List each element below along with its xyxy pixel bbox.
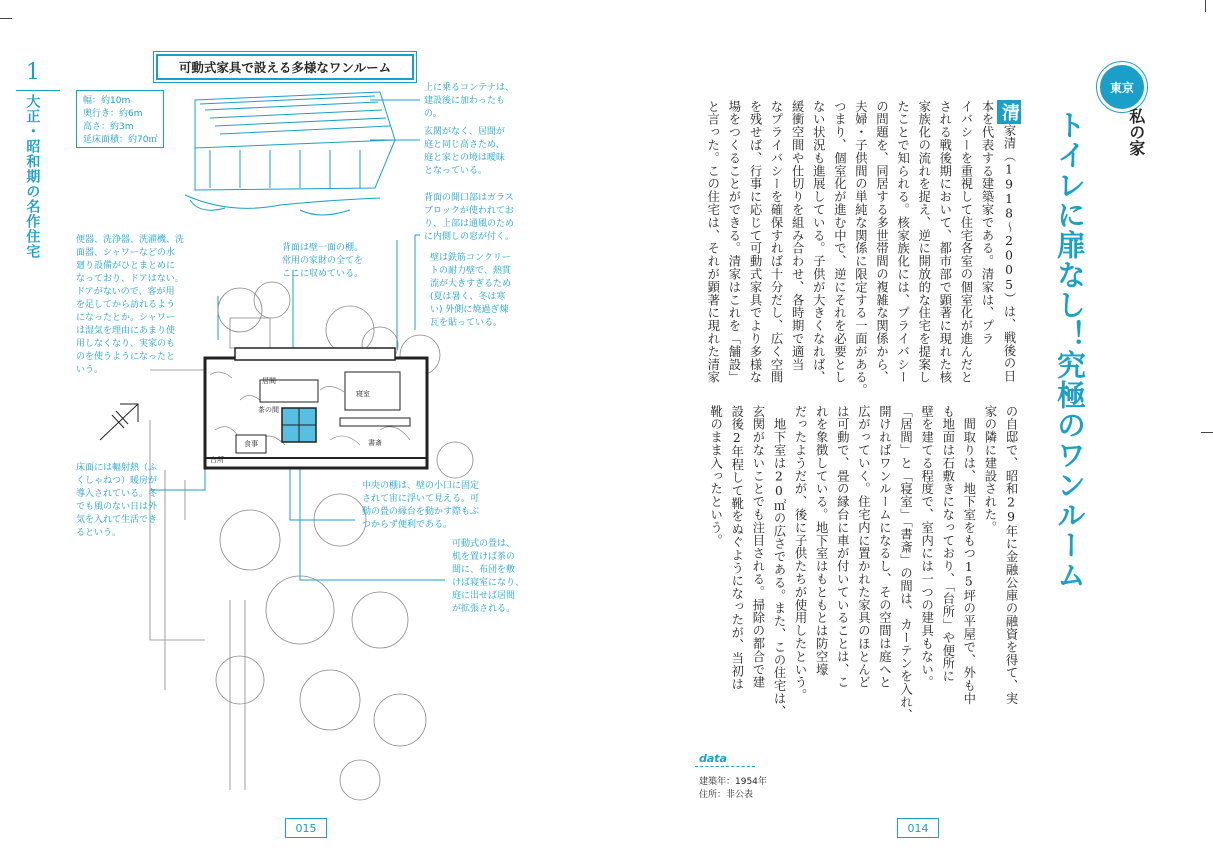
series-label: 私の家 — [1126, 108, 1146, 156]
body-line: 本を代表する建築家である。清家は、プラ — [980, 100, 994, 346]
body-line: の自邸で、昭和29年に金融公庫の融資を得て、実 — [1004, 405, 1018, 706]
body-line: つまり、個室化が進む中で、逆にそれを必要とし — [832, 100, 847, 384]
spec-width: 幅：約10m — [83, 96, 131, 106]
body-line: なプライバシーを確保すれば十分だし、広く空間 — [769, 100, 784, 384]
room-label-living: 居間 — [262, 377, 276, 385]
room-label-tea: 茶の間 — [258, 406, 279, 414]
body-line: 緩衝空間や仕切りを組み合わせ、各時期で適当 — [790, 100, 805, 371]
body-line: だったようだが、後に子供たちが使用したという。 — [793, 405, 808, 702]
data-year-built: 建築年：1954年 — [699, 777, 767, 787]
drop-cap: 清 — [997, 100, 1021, 124]
body-line: 開ければワンルームになるし、その空間は庭へと — [877, 405, 892, 689]
note-wall: 壁は鉄筋コンクリー トの耐力壁で、熱貫 流が大きすぎるため (夏は暑く、冬は寒 い) 外側に焼過ぎ煉 瓦を貼っている。 — [430, 253, 512, 329]
note-container: 上に乗るコンテナは、 建設後に加わったも の。 — [424, 83, 515, 120]
region-badge: 東京 — [1097, 62, 1147, 112]
data-rule — [695, 766, 755, 767]
body-line: 地下室は20㎡の広さである。また、この住宅は、 — [771, 405, 786, 718]
body-line: 夫婦・子供間の単純な関係に限定する一面がある。 — [853, 100, 868, 397]
page-number-left: 015 — [285, 818, 327, 838]
note-shelf: 背面は壁一面の棚。 常用の家財の全てを ここに収めている。 — [282, 243, 364, 280]
body-line: イバシーを重視して住宅各室の個室化が進んだと — [958, 100, 973, 384]
room-label-study: 書斎 — [368, 439, 382, 447]
body-line: 靴のまま入ったという。 — [708, 405, 723, 547]
right-page — [607, 0, 1213, 868]
body-line: 「居間」と「寝室」「書斎」の間は、カーテンを入れ、 — [898, 405, 913, 722]
body-line: 玄関がないことでも注目される。掃除の都合で建 — [750, 405, 765, 689]
crop-mark — [1205, 0, 1206, 12]
body-line: 家族化の流れを捉え、逆に開放的な住宅を提案し — [916, 100, 931, 384]
body-line: と言った。この住宅は、それが顕著に現れた清家 — [705, 100, 720, 384]
note-entrance: 玄関がなく、居間が 庭と同じ高さため、 庭と家との境は曖昧 となっている。 — [424, 127, 506, 177]
body-line: 家清（1918〜2005）は、戦後の日 — [1002, 124, 1016, 383]
data-address: 住所：非公表 — [699, 790, 754, 800]
body-line: 間取りは、地下室をもつ15坪の平屋で、外も中 — [961, 405, 976, 706]
chapter-number: 1 — [26, 60, 40, 85]
page-number-right: 014 — [897, 818, 939, 838]
body-line: 家の隣に建設された。 — [982, 405, 997, 534]
body-line: を残せば、行事に応じて可動式家具でより多様な — [747, 100, 762, 384]
note-plumbing: 便器、洗浄器、洗濯機、洗 面器、シャワーなどの水 廻り設備がひとまとめに なっており、ドアはない。 ドアがないので、客が用 を足してから訪れるよう になったとか。シャワー は湿気を理由にあまり使 用しなくなり、実家のも のを使うようになったと いう。 — [76, 235, 185, 376]
note-glass-block: 背面の開口部はガラス ブロックが使われてお り、上部は通風のため に内側しの窓が付く。 — [424, 193, 515, 243]
room-label-kitchen: 台所 — [210, 456, 224, 464]
chapter-rule — [16, 90, 60, 91]
crop-mark — [0, 18, 12, 19]
body-line: される戦後期において、都市部で顕著に現れた核 — [937, 100, 952, 384]
north-arrow-icon — [100, 404, 138, 440]
left-page — [0, 0, 606, 868]
data-label: data — [699, 752, 727, 765]
body-line: の問題を、同居する多世帯間の複雑な関係から、 — [874, 100, 889, 384]
note-central-shelf: 中央の棚は、壁の小口に固定 されて宙に浮いて見える。可 動の畳の縁台を動かす際もぶ つからず便利である。 — [362, 481, 480, 531]
body-line: ない状況も進展している。子供が大きくなれば、 — [811, 100, 826, 384]
spec-height: 高さ：約3m — [83, 122, 134, 133]
body-line: は可動で、畳の縁台に車が付いていることは、こ — [835, 405, 850, 689]
room-label-bedroom: 寝室 — [356, 390, 370, 398]
spec-box — [76, 90, 164, 148]
headline: トイレに扉なし！究極のワンルーム — [1053, 110, 1087, 590]
body-lower — [687, 405, 1021, 725]
body-line: 設後2年程して靴をぬぐようになったが、当初は — [729, 405, 744, 691]
note-movable-tatami: 可動式の畳は、 机を置けば茶の 間に、布団を敷 けば寝室になり、 庭に出せば居間 が拡張される。 — [452, 539, 525, 615]
body-line: れを象徴している。地下室はもともとは防空壕 — [814, 405, 829, 676]
room-label-dining: 食事 — [244, 440, 258, 448]
body-text — [687, 100, 1021, 720]
note-floor-heating: 床面には輻射熱（ふ くしゃねつ）暖房が 導入されている。冬 でも風のない日は外 気を入れて生活でき るという。 — [76, 463, 158, 539]
chapter-title: 大正・昭和期の名作住宅 — [24, 94, 41, 259]
body-line: たことで知られる。核家族化には、プライバシー — [895, 100, 910, 384]
spec-depth: 奥行き：約6m — [83, 109, 143, 120]
body-line: 広がっていく。住宅内に置かれた家具のほとんど — [856, 405, 871, 689]
spec-floor-area: 延床面積：約70㎡ — [83, 135, 158, 146]
body-line: も地面は石敷きになっており、「台所」や便所に — [940, 405, 955, 683]
figure-title: 可動式家具で設える多様なワンルーム — [156, 54, 414, 80]
body-line: 壁を建てる程度で、室内には一つの建具もない。 — [919, 405, 934, 689]
body-line: 場をつくることができる。清家はこれを「舗設」 — [726, 100, 741, 384]
body-upper — [687, 100, 1021, 400]
crop-mark — [1201, 432, 1213, 433]
